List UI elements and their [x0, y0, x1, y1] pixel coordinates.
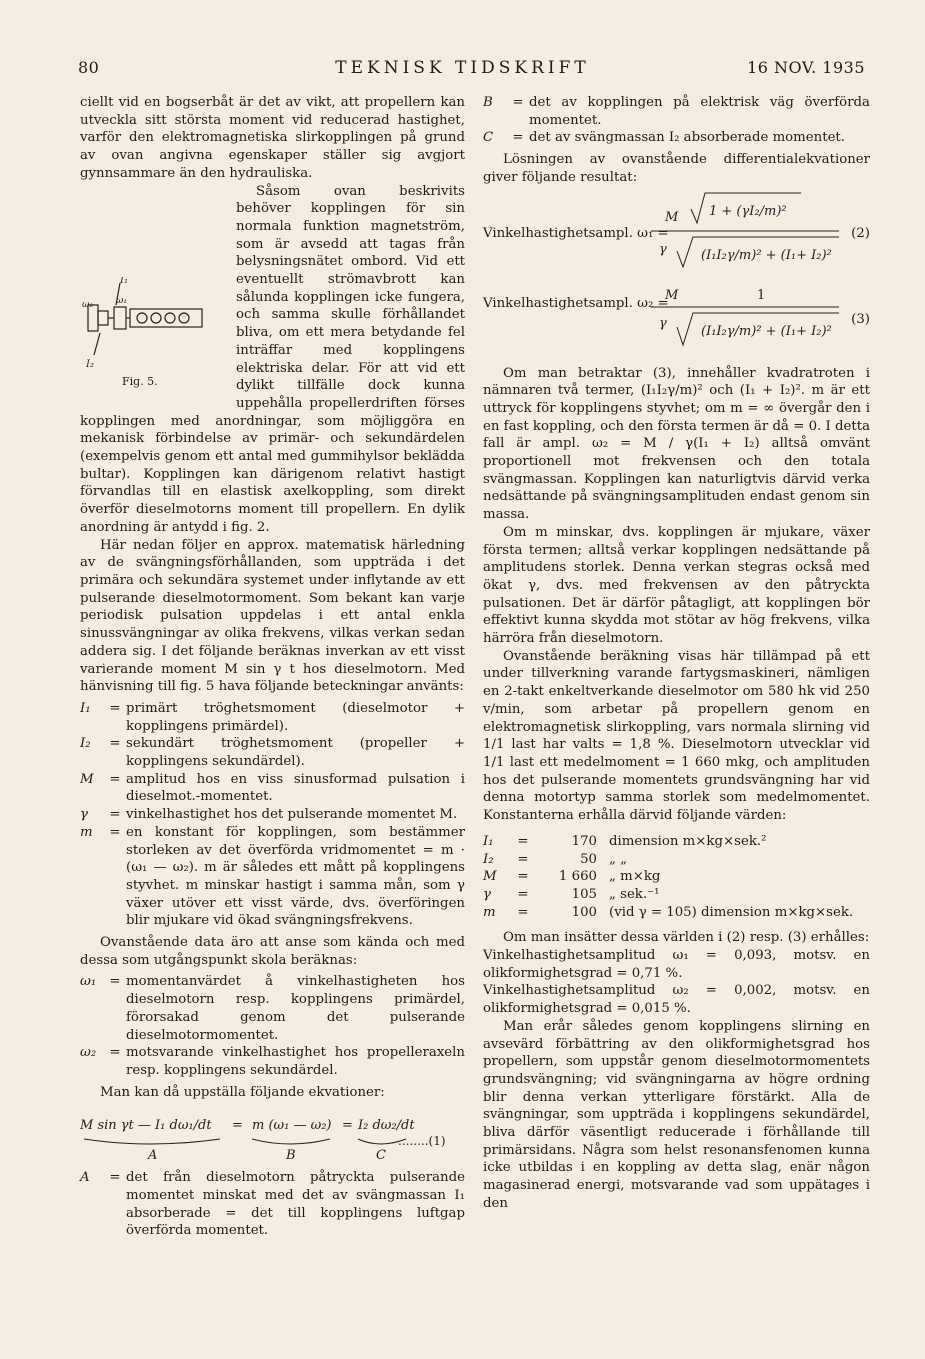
equation-1-graphic	[80, 1107, 465, 1163]
eq1-term-b: m (ω₁ — ω₂)	[252, 1118, 332, 1134]
svg-text:(I₁I₂γ/m)² + (I₁+ I₂)²: (I₁I₂γ/m)² + (I₁+ I₂)²	[701, 247, 832, 263]
definition-item: B = det av kopplingen på elektrisk väg överförda momentet.	[483, 95, 870, 128]
paragraph: Lösningen av ovanstående differentialekvationer giver följande resultat:	[483, 152, 870, 185]
formula-3-graphic	[651, 285, 841, 357]
svg-text:ω₂: ω₂	[82, 299, 93, 310]
page-number: 80	[78, 58, 100, 77]
definition-item: A = det från dieselmotorn påtryckta pulserande momentet minskat med det av svängmassan I₁ absorberade = det till kopplingens luftgap överförda momentet.	[80, 1170, 465, 1239]
constants-table	[483, 833, 870, 922]
svg-text:1: 1	[757, 287, 766, 303]
formula-3-number: (3)	[851, 311, 870, 327]
definition-item: ω₂ = motsvarande vinkelhastighet hos propelleraxeln resp. kopplingens sekundärdel.	[80, 1045, 465, 1078]
constant-row: m = 100 (vid γ = 105) dimension m×kg×sek.	[483, 904, 854, 920]
svg-text:(I₁I₂γ/m)² + (I₁+ I₂)²: (I₁I₂γ/m)² + (I₁+ I₂)²	[701, 323, 832, 339]
issue-date: 16 NOV. 1935	[747, 58, 865, 77]
coupling-diagram	[80, 277, 228, 387]
paragraph: Här nedan följer en approx. matematisk härledning av de svängningsförhållanden, som uppträda i det primära och sekundära systemet under inflytande av ett pulserande dieselmotormoment. Som bekant kan varje periodisk pulsation uppdelas i ett antal enkla sinussvängningar av olika frekvens, vilkas verkan sedan addera sig. I det följande beräknas inverkan av ett visst varierande moment M sin γ t hos dieselmotorn. Med hänvisning till fig. 5 hava följande beteckningar använts:	[80, 537, 465, 695]
svg-text:1 + (γI₂/m)²: 1 + (γI₂/m)²	[709, 203, 787, 219]
svg-text:=: =	[232, 1118, 243, 1134]
definitions-list	[80, 973, 465, 1079]
paragraph: Ovanstående beräkning visas här tillämpad på ett under tillverkning varande fartygsmaskineri, nämligen en 2-takt enkeltverkande dieselmotor om 580 hk vid 250 v/min, som arbetar på propellern genom en elektromagnetisk slirkoppling, vars normala slirning vid 1/1 last har valts = 1,8 %. Dieselmotorn utvecklar vid 1/1 last ett medelmoment = 1 660 mkg, och amplituden hos det pulserande momentets grundsvängning har vid denna motortyp samma storlek som medelmomentet. Konstanterna erhålla därvid följande värden:	[483, 648, 870, 824]
formula-2-number: (2)	[851, 225, 870, 241]
formula-3-label: Vinkelhastighetsampl. ω₂ =	[483, 295, 669, 311]
constant-row: γ = 105 „ sek.⁻¹	[483, 886, 660, 902]
definitions-list	[80, 1169, 465, 1240]
left-column	[80, 94, 465, 1244]
svg-text:γ: γ	[659, 315, 667, 331]
paragraph: Om m minskar, dvs. kopplingen är mjukare, växer första termen; alltså verkar kopplingen nedsättande på amplitudens storlek. Denna verkan stegras också med ökat γ, dvs. med frekvensen av den påtryckta pulsationen. Det är därför påtagligt, att kopplingen bör effektivt kunna skydda mot stötar av hög frekvens, vilka härröra från dieselmotorn.	[483, 524, 870, 647]
eq1-term-c: I₂ dω₂/dt	[358, 1118, 415, 1134]
paragraph: Såsom ovan beskrivits behöver kopplingen för sin normala funktion magnetström, som är avsedd att tagas från belysningsnätet ombord. Vid ett eventuellt strömavbrott kan sålunda kopplingen icke fungera, och samma skulle förhållandet bliva, om ett mera betydande fel inträffar med kopplingens elektriska delar. För att vid ett dylikt tillfälle dock kunna uppehålla propellerdriften förses kopplingen med anordningar, som möjliggöra en mekanisk förbindelse av primär- och sekundärdelen (exempelvis genom ett antal med gummihylsor beklädda bultar). Kopplingen kan därigenom relativt hastigt förvandlas till en elastisk axelkoppling, som direkt överför dieselmotorns moment till propellern. En dylik anordning är antydd i fig. 2.	[80, 183, 465, 535]
svg-text:I₂: I₂	[86, 358, 94, 370]
result-2: Vinkelhastighetsamplitud ω₂ = 0,002, motsv. en olikformighetsgrad = 0,015 %.	[483, 983, 870, 1017]
formula-3	[483, 285, 870, 357]
definition-item: I₂ = sekundärt tröghetsmoment (propeller + kopplingens sekundärdel).	[80, 736, 465, 770]
eq1-label-c: C	[376, 1148, 386, 1164]
svg-text:M: M	[665, 209, 679, 225]
definition-item: M = amplitud hos en viss sinusformad pulsation i dieselmot.-momentet.	[80, 771, 465, 805]
result-1: Vinkelhastighetsamplitud ω₁ = 0,093, motsv. en olikformighetsgrad = 0,71 %.	[483, 948, 870, 981]
formula-2	[483, 191, 870, 277]
definitions-list	[483, 94, 870, 147]
paragraph: ciellt vid en bogserbåt är det av vikt, att propellern kan utveckla sitt största moment vid reducerad hastighet, varför den elektromagnetiska slirkopplingen på grund av ovan angivna egenskaper ställer sig avgjort gynnsammare än den hydrauliska.	[80, 95, 465, 181]
svg-text:M: M	[665, 287, 679, 303]
paragraph: Om man insätter dessa världen i (2) resp. (3) erhålles:	[503, 930, 870, 946]
svg-text:γ: γ	[659, 241, 667, 257]
paragraph: Man erår således genom kopplingens slirning en avsevärd förbättring av den olikformighetsgrad hos propellern, som uppstår genom dieselmotormomentets grundsvängning; vid svängningarna av högre ordning blir denna verkan ytterligare förstärkt. Alla de svängningar, som uppträda i kopplingens sekundärdel, bliva därför väsentligt reducerade i förhållande till primärsidans. Några som helst resonansfenomen kunna icke utbildas i en koppling av detta slag, enär någon magasinerad energi, motsvarande vad som uppätages i den	[483, 1018, 870, 1211]
constant-row: I₂ = 50 „ „	[483, 851, 628, 867]
constant-row: I₁ = 170 dimension m×kg×sek.²	[483, 833, 767, 849]
constant-row: M = 1 660 „ m×kg	[483, 869, 661, 885]
figure-caption: Fig. 5.	[122, 374, 158, 388]
eq1-number: ........(1)	[398, 1134, 446, 1149]
journal-title: TEKNISK TIDSKRIFT	[335, 58, 590, 78]
paragraph: Ovanstående data äro att anse som kända och med dessa som utgångspunkt skola beräknas:	[80, 935, 465, 968]
eq1-term-a: M sin γt — I₁ dω₁/dt	[80, 1118, 212, 1134]
paragraph: Man kan då uppställa följande ekvationer:	[100, 1084, 385, 1100]
definition-item: C = det av svängmassan I₂ absorberade momentet.	[483, 130, 846, 146]
figure-5	[80, 277, 228, 403]
eq1-label-b: B	[286, 1148, 296, 1164]
definition-item: m = en konstant för kopplingen, som bestämmer storleken av det överförda vridmomentet = m · (ω₁ — ω₂). m är således ett mått på kopplingens styvhet. m minskar hastigt i samma mån, som γ växer utöver ett visst värde, dvs. överföringen blir mjukare vid ökad svängningsfrekvens.	[80, 824, 465, 929]
definition-item: ω₁ = momentanvärdet å vinkelhastigheten hos dieselmotorn resp. kopplingens primärdel, förorsakad genom det pulserande dieselmotormomentet.	[80, 974, 465, 1043]
definition-item: I₁ = primärt tröghetsmoment (dieselmotor + kopplingens primärdel).	[80, 700, 465, 734]
formula-2-label: Vinkelhastighetsampl. ω₁ =	[483, 225, 669, 241]
definitions-list	[80, 700, 465, 930]
svg-text:=: =	[342, 1118, 353, 1134]
equation-1	[80, 1107, 465, 1163]
formula-2-graphic	[651, 191, 841, 277]
right-column	[483, 94, 870, 1213]
paragraph: Om man betraktar (3), innehåller kvadratroten i nämnaren två termer, (I₁I₂γ/m)² och (I₁ + I₂)². m är ett uttryck för kopplingens styvhet; om m = ∞ övergår den i en fast koppling, och den första termen är då = 0. I detta fall är ampl. ω₂ = M / γ(I₁ + I₂) alltså omvänt proportionell mot frekvensen och den totala svängmassan. Kopplingen kan naturligtvis därvid verka nedsättande på svängningsamplituden endast genom sin massa.	[483, 365, 870, 523]
definition-item: γ = vinkelhastighet hos det pulserande momentet M.	[80, 807, 458, 823]
svg-text:I₁: I₁	[120, 276, 128, 286]
svg-text:ω₁: ω₁	[116, 295, 127, 306]
eq1-label-a: A	[148, 1148, 158, 1164]
